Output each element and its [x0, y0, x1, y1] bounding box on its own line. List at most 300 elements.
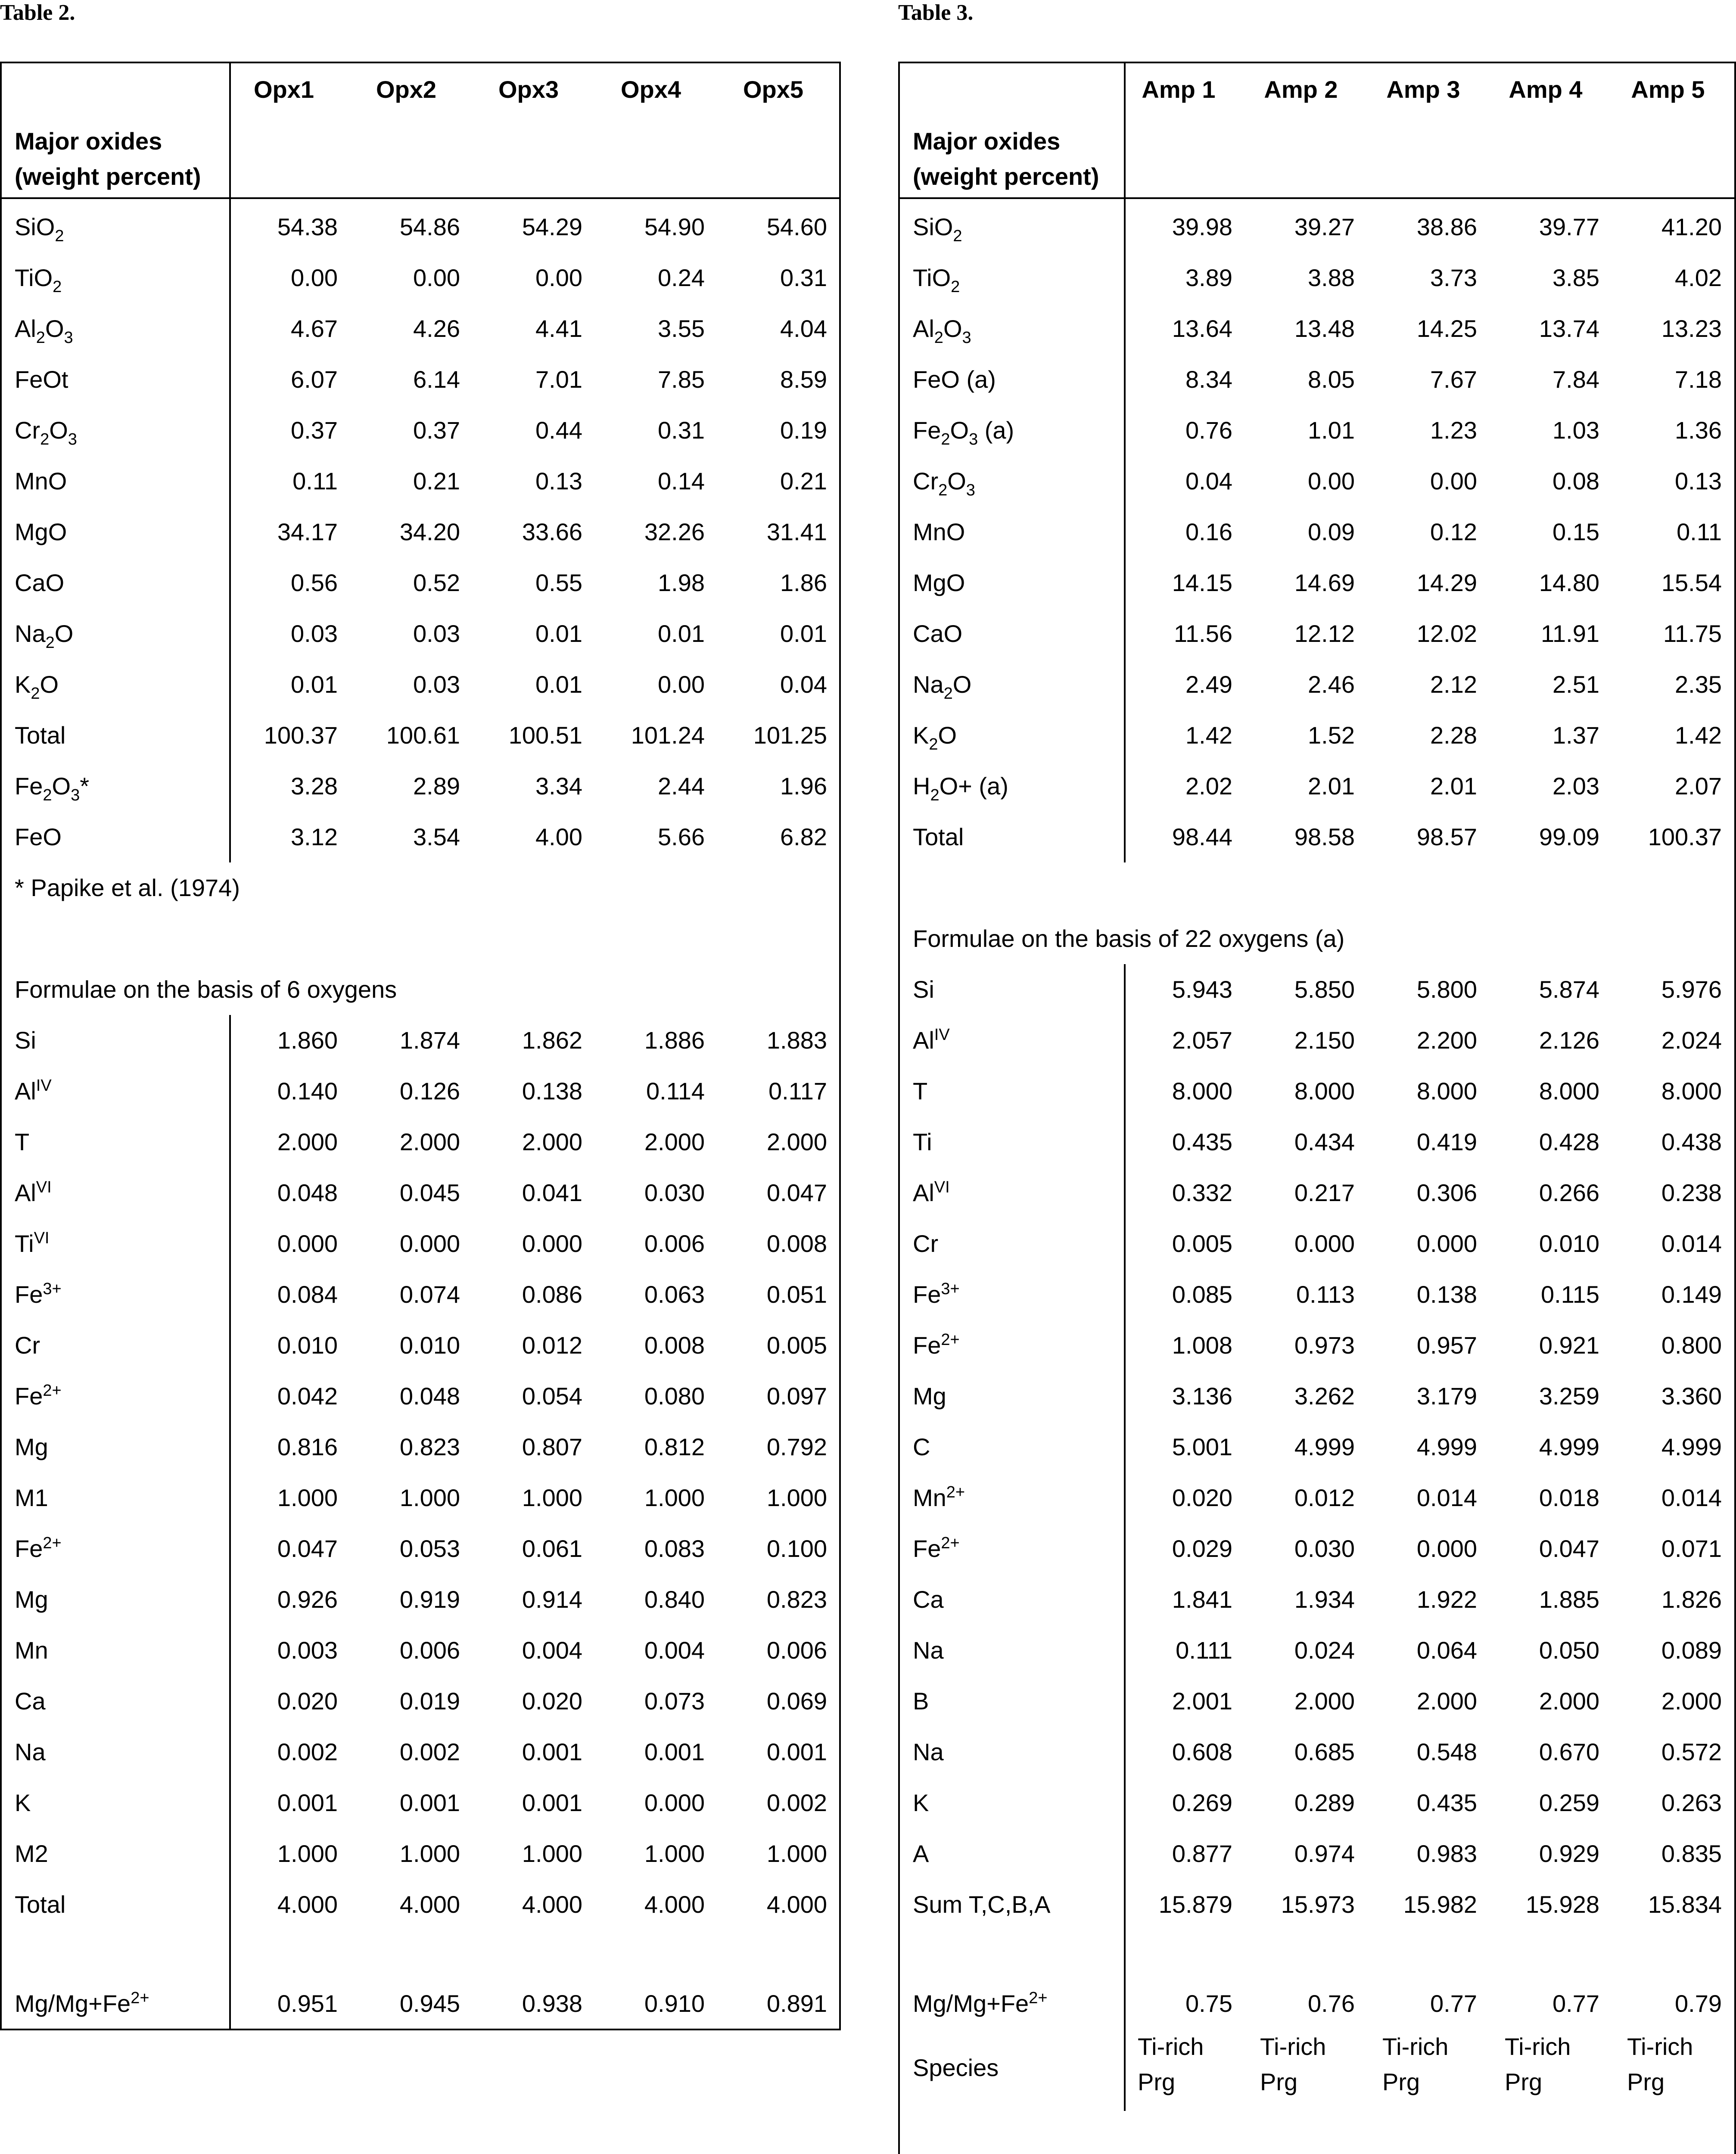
value-cell: 0.217 — [1294, 1179, 1355, 1206]
row-label — [15, 1523, 62, 1574]
value-cell: 0.238 — [1661, 1179, 1722, 1206]
label-superscript: 2+ — [43, 1382, 62, 1400]
value-cell: 13.64 — [1172, 315, 1232, 342]
column-header: Amp 5 — [1631, 76, 1705, 103]
value-cell: 0.812 — [644, 1433, 705, 1460]
value-cell: 2.89 — [413, 772, 460, 800]
formula-row — [900, 1117, 1734, 1167]
value-cell: 98.44 — [1172, 823, 1232, 850]
label-text: (a) — [978, 417, 1014, 444]
value-cell: 2.35 — [1675, 671, 1722, 698]
value-cell: 4.999 — [1539, 1433, 1599, 1460]
label-subscript: 2 — [929, 735, 938, 753]
value-cell: 34.17 — [277, 518, 338, 545]
row-label — [15, 202, 64, 252]
value-cell: 0.37 — [291, 417, 338, 444]
formula-row — [900, 964, 1734, 1015]
formula-row — [900, 1371, 1734, 1422]
label-text: Fe — [913, 1535, 941, 1562]
oxide-row — [2, 812, 839, 862]
value-cell: 0.018 — [1539, 1484, 1599, 1511]
value-cell: 0.048 — [399, 1382, 460, 1410]
header-label-line2: (weight percent) — [913, 163, 1099, 190]
value-cell: 0.006 — [644, 1230, 705, 1257]
label-text: Al — [15, 1077, 36, 1105]
value-cell: 4.41 — [535, 315, 582, 342]
oxide-row — [2, 252, 839, 303]
value-cell: 14.25 — [1416, 315, 1477, 342]
value-cell: 98.57 — [1416, 823, 1477, 850]
value-cell: 31.41 — [766, 518, 827, 545]
value-cell: 0.807 — [522, 1433, 582, 1460]
value-cell: 0.126 — [399, 1077, 460, 1105]
value-cell: 39.77 — [1539, 213, 1599, 240]
column-header: Amp 3 — [1386, 76, 1460, 103]
value-cell: 1.000 — [644, 1484, 705, 1511]
value-cell: 7.18 — [1675, 366, 1722, 393]
value-cell: 1.03 — [1552, 417, 1599, 444]
label-text: M1 — [15, 1484, 48, 1511]
value-cell: 0.001 — [277, 1789, 338, 1816]
value-cell: 8.000 — [1172, 1077, 1232, 1105]
value-cell: 2.12 — [1430, 671, 1477, 698]
row-label — [913, 1777, 929, 1828]
formula-row — [900, 1472, 1734, 1523]
value-cell: 3.89 — [1185, 264, 1232, 291]
value-cell: 0.608 — [1172, 1738, 1232, 1765]
row-label — [15, 1676, 46, 1727]
label-text: Fe — [913, 1332, 941, 1359]
value-cell: 2.150 — [1294, 1027, 1355, 1054]
value-cell: 32.26 — [644, 518, 705, 545]
value-cell: 0.002 — [277, 1738, 338, 1765]
value-cell: 0.670 — [1539, 1738, 1599, 1765]
label-text: MgO — [913, 569, 965, 596]
value-cell: 3.259 — [1539, 1382, 1599, 1410]
label-text: O — [54, 620, 74, 647]
label-text: Mg — [15, 1433, 48, 1460]
value-cell: 1.000 — [766, 1840, 827, 1867]
label-text: O — [52, 772, 71, 800]
value-cell: 2.001 — [1172, 1687, 1232, 1715]
row-label — [913, 405, 1014, 456]
row-label — [15, 1574, 48, 1625]
value-cell: 1.000 — [766, 1484, 827, 1511]
value-cell: 0.55 — [535, 569, 582, 596]
table2-divider-formula — [229, 1015, 231, 2029]
value-cell: 2.000 — [644, 1128, 705, 1155]
value-cell: 0.37 — [413, 417, 460, 444]
value-cell: 11.91 — [1541, 620, 1599, 647]
formula-row — [900, 1015, 1734, 1066]
value-cell: 0.974 — [1294, 1840, 1355, 1867]
table3 — [898, 62, 1736, 2154]
label-text: Al — [913, 1179, 934, 1206]
row-label — [15, 608, 73, 659]
value-cell: 0.004 — [522, 1637, 582, 1664]
species-abbrev: Prg — [1260, 2068, 1298, 2096]
value-cell: 0.008 — [644, 1332, 705, 1359]
value-cell: 0.010 — [399, 1332, 460, 1359]
value-cell: 8.05 — [1308, 366, 1355, 393]
value-cell: 100.37 — [1648, 823, 1722, 850]
value-cell: 5.943 — [1172, 976, 1232, 1003]
value-cell: 0.111 — [1176, 1637, 1232, 1664]
value-cell: 0.083 — [644, 1535, 705, 1562]
formula-row — [2, 1472, 839, 1523]
label-subscript: 2 — [55, 227, 64, 245]
oxide-row — [900, 202, 1734, 252]
value-cell: 0.21 — [413, 467, 460, 495]
value-cell: 0.983 — [1416, 1840, 1477, 1867]
formula-row — [900, 1320, 1734, 1371]
formula-row — [900, 1422, 1734, 1472]
value-cell: 0.019 — [399, 1687, 460, 1715]
value-cell: 4.67 — [291, 315, 338, 342]
value-cell: 0.100 — [766, 1535, 827, 1562]
row-label — [913, 354, 996, 405]
value-cell: 0.002 — [399, 1738, 460, 1765]
value-cell: 0.01 — [291, 671, 338, 698]
value-cell: 8.000 — [1416, 1077, 1477, 1105]
row-label — [913, 659, 971, 710]
value-cell: 0.428 — [1539, 1128, 1599, 1155]
label-subscript: 3 — [962, 329, 971, 347]
label-text: Ca — [913, 1586, 944, 1613]
value-cell: 11.75 — [1663, 620, 1722, 647]
value-cell: 13.74 — [1539, 315, 1599, 342]
value-cell: 15.54 — [1661, 569, 1722, 596]
value-cell: 0.00 — [658, 671, 705, 698]
value-cell: 0.001 — [522, 1789, 582, 1816]
column-header: Opx1 — [253, 76, 314, 103]
value-cell: 0.12 — [1430, 518, 1477, 545]
value-cell: 14.29 — [1416, 569, 1477, 596]
label-text: O — [49, 417, 68, 444]
label-subscript: 3 — [71, 786, 80, 804]
oxide-row — [2, 507, 839, 557]
value-cell: 1.000 — [399, 1840, 460, 1867]
label-text: Total — [15, 722, 66, 749]
value-cell: 3.34 — [535, 772, 582, 800]
species-row — [900, 2029, 1734, 2107]
value-cell: 0.13 — [1675, 467, 1722, 495]
value-cell: 0.03 — [413, 620, 460, 647]
value-cell: 3.262 — [1294, 1382, 1355, 1410]
formula-row — [900, 1625, 1734, 1676]
value-cell: 0.945 — [399, 1990, 460, 2017]
value-cell: 0.13 — [535, 467, 582, 495]
value-cell: 98.58 — [1294, 823, 1355, 850]
row-label — [15, 1777, 31, 1828]
footnote: * Papike et al. (1974) — [15, 874, 240, 901]
header-label-line1: Major oxides — [913, 128, 1061, 155]
value-cell: 0.76 — [1185, 417, 1232, 444]
label-text: Mn — [15, 1637, 48, 1664]
formula-row — [2, 1218, 839, 1269]
value-cell: 0.000 — [1416, 1535, 1477, 1562]
formula-row — [2, 1015, 839, 1066]
table2-caption: Table 2. — [0, 0, 75, 25]
value-cell: 2.01 — [1308, 772, 1355, 800]
label-superscript: 2+ — [43, 1534, 62, 1552]
value-cell: 1.934 — [1294, 1586, 1355, 1613]
row-label — [15, 1879, 65, 1930]
value-cell: 2.000 — [1416, 1687, 1477, 1715]
formula-row — [2, 1422, 839, 1472]
label-superscript: 3+ — [43, 1280, 62, 1298]
label-superscript: 2+ — [941, 1534, 960, 1552]
value-cell: 99.09 — [1539, 823, 1599, 850]
footnote — [913, 2148, 1488, 2154]
value-cell: 0.877 — [1172, 1840, 1232, 1867]
label-superscript: VI — [934, 1178, 950, 1196]
value-cell: 1.000 — [522, 1484, 582, 1511]
value-cell: 0.089 — [1661, 1637, 1722, 1664]
value-cell: 0.086 — [522, 1281, 582, 1308]
column-header: Amp 2 — [1264, 76, 1338, 103]
row-label — [913, 1015, 950, 1066]
label-text: MnO — [913, 518, 965, 545]
value-cell: 0.020 — [277, 1687, 338, 1715]
value-cell: 2.44 — [658, 772, 705, 800]
label-text: FeOt — [15, 366, 68, 393]
label-text: Total — [15, 1891, 66, 1918]
header-label-line1: Major oxides — [15, 128, 162, 155]
row-label — [913, 1269, 960, 1320]
label-text: MnO — [15, 467, 67, 495]
value-cell: 0.001 — [644, 1738, 705, 1765]
formula-row — [2, 1269, 839, 1320]
value-cell: 0.910 — [644, 1990, 705, 2017]
label-text: Na — [15, 1738, 46, 1765]
table3-divider-oxides — [1124, 197, 1126, 862]
value-cell: 41.20 — [1661, 213, 1722, 240]
label-text: Cr — [15, 417, 40, 444]
value-cell: 5.66 — [658, 823, 705, 850]
value-cell: 39.98 — [1172, 213, 1232, 240]
row-label — [15, 710, 65, 761]
formula-row — [900, 1269, 1734, 1320]
column-header: Amp 1 — [1142, 76, 1216, 103]
row-label — [15, 1828, 48, 1879]
value-cell: 0.15 — [1552, 518, 1599, 545]
label-text: Total — [913, 823, 964, 850]
label-text: Cr — [913, 1230, 939, 1257]
species-abbrev: Prg — [1627, 2068, 1665, 2096]
label-text: Fe — [913, 417, 941, 444]
label-superscript: IV — [934, 1026, 950, 1044]
value-cell: 3.85 — [1552, 264, 1599, 291]
label-text: Si — [15, 1027, 36, 1054]
value-cell: 0.097 — [766, 1382, 827, 1410]
value-cell: 2.03 — [1552, 772, 1599, 800]
value-cell: 14.15 — [1172, 569, 1232, 596]
value-cell: 7.85 — [658, 366, 705, 393]
value-cell: 3.73 — [1430, 264, 1477, 291]
value-cell: 0.047 — [766, 1179, 827, 1206]
value-cell: 4.999 — [1294, 1433, 1355, 1460]
row-label — [15, 1472, 48, 1523]
value-cell: 0.002 — [766, 1789, 827, 1816]
oxide-row — [2, 710, 839, 761]
value-cell: 2.000 — [1661, 1687, 1722, 1715]
value-cell: 0.01 — [780, 620, 827, 647]
value-cell: 0.56 — [291, 569, 338, 596]
value-cell: 1.96 — [780, 772, 827, 800]
value-cell: 0.31 — [658, 417, 705, 444]
value-cell: 0.914 — [522, 1586, 582, 1613]
value-cell: 54.90 — [644, 213, 705, 240]
value-cell: 3.179 — [1416, 1382, 1477, 1410]
oxide-row — [900, 405, 1734, 456]
oxide-row — [900, 812, 1734, 862]
row-label — [913, 1978, 1048, 2029]
label-subscript: 2 — [934, 329, 943, 347]
row-label — [913, 507, 965, 557]
label-text: Mg — [15, 1586, 48, 1613]
label-subscript: 2 — [951, 278, 960, 296]
value-cell: 0.069 — [766, 1687, 827, 1715]
value-cell: 0.823 — [766, 1586, 827, 1613]
label-text: Cr — [15, 1332, 40, 1359]
value-cell: 0.792 — [766, 1433, 827, 1460]
value-cell: 0.419 — [1416, 1128, 1477, 1155]
value-cell: 15.973 — [1281, 1891, 1355, 1918]
row-label — [15, 252, 62, 303]
value-cell: 4.00 — [535, 823, 582, 850]
value-cell: 4.999 — [1416, 1433, 1477, 1460]
value-cell: 0.77 — [1430, 1990, 1477, 2017]
column-header: Amp 4 — [1509, 76, 1583, 103]
label-text: O — [40, 671, 59, 698]
oxide-row — [900, 252, 1734, 303]
value-cell: 0.080 — [644, 1382, 705, 1410]
label-text: Al — [15, 315, 36, 342]
label-text: Al — [913, 1027, 934, 1054]
value-cell: 0.000 — [644, 1789, 705, 1816]
row-label — [913, 1676, 929, 1727]
value-cell: 0.138 — [1416, 1281, 1477, 1308]
value-cell: 1.98 — [658, 569, 705, 596]
row-label — [913, 1574, 944, 1625]
label-text: FeO (a) — [913, 366, 996, 393]
label-superscript: VI — [36, 1178, 52, 1196]
value-cell: 2.46 — [1308, 671, 1355, 698]
oxide-row — [2, 456, 839, 507]
species-name: Ti-rich — [1138, 2033, 1204, 2061]
value-cell: 6.82 — [780, 823, 827, 850]
mg-ratio-row — [900, 1978, 1734, 2029]
value-cell: 1.23 — [1430, 417, 1477, 444]
oxide-row — [2, 608, 839, 659]
value-cell: 0.084 — [277, 1281, 338, 1308]
value-cell: 0.09 — [1308, 518, 1355, 545]
value-cell: 2.000 — [277, 1128, 338, 1155]
value-cell: 0.435 — [1416, 1789, 1477, 1816]
oxide-row — [900, 507, 1734, 557]
value-cell: 0.115 — [1541, 1281, 1599, 1308]
label-text: A — [913, 1840, 929, 1867]
value-cell: 33.66 — [522, 518, 582, 545]
value-cell: 8.000 — [1661, 1077, 1722, 1105]
value-cell: 2.000 — [1294, 1687, 1355, 1715]
value-cell: 0.000 — [522, 1230, 582, 1257]
row-label — [15, 1117, 29, 1167]
value-cell: 54.29 — [522, 213, 582, 240]
label-text: C — [913, 1433, 930, 1460]
row-label — [913, 1218, 938, 1269]
value-cell: 0.938 — [522, 1990, 582, 2017]
oxide-row — [900, 456, 1734, 507]
label-text: Fe — [15, 1535, 43, 1562]
value-cell: 0.79 — [1675, 1990, 1722, 2017]
value-cell: 1.922 — [1416, 1586, 1477, 1613]
value-cell: 54.86 — [399, 213, 460, 240]
value-cell: 0.000 — [1294, 1230, 1355, 1257]
value-cell: 1.860 — [277, 1027, 338, 1054]
row-label — [913, 964, 934, 1015]
mg-ratio-row — [2, 1978, 839, 2029]
value-cell: 0.21 — [780, 467, 827, 495]
label-text: O — [943, 315, 962, 342]
value-cell: 0.14 — [658, 467, 705, 495]
formula-row — [2, 1676, 839, 1727]
label-subscript: 2 — [40, 430, 50, 448]
value-cell: 0.030 — [644, 1179, 705, 1206]
value-cell: 0.029 — [1172, 1535, 1232, 1562]
label-text: FeO — [15, 823, 62, 850]
value-cell: 0.030 — [1294, 1535, 1355, 1562]
label-text: O — [947, 467, 966, 495]
value-cell: 0.00 — [291, 264, 338, 291]
label-text: O — [938, 722, 957, 749]
value-cell: 1.862 — [522, 1027, 582, 1054]
value-cell: 0.063 — [644, 1281, 705, 1308]
table2-header-rule — [2, 197, 839, 199]
formula-row — [900, 1727, 1734, 1777]
value-cell: 3.136 — [1172, 1382, 1232, 1410]
label-superscript: 2+ — [1029, 1989, 1048, 2008]
row-label — [913, 303, 971, 354]
row-label — [913, 1422, 930, 1472]
row-label — [15, 1218, 49, 1269]
value-cell: 3.88 — [1308, 264, 1355, 291]
label-subscript: 3 — [969, 430, 978, 448]
table2-divider-oxides — [229, 197, 231, 862]
value-cell: 1.52 — [1308, 722, 1355, 749]
value-cell: 0.19 — [780, 417, 827, 444]
value-cell: 5.976 — [1661, 976, 1722, 1003]
value-cell: 15.982 — [1403, 1891, 1477, 1918]
value-cell: 0.891 — [766, 1990, 827, 2017]
label-text: H — [913, 772, 930, 800]
oxide-row — [900, 608, 1734, 659]
value-cell: 0.77 — [1552, 1990, 1599, 2017]
value-cell: 14.80 — [1539, 569, 1599, 596]
value-cell: 0.000 — [277, 1230, 338, 1257]
value-cell: 3.54 — [413, 823, 460, 850]
label-text: Ti — [913, 1128, 932, 1155]
species-abbrev: Prg — [1138, 2068, 1176, 2096]
formula-row — [2, 1066, 839, 1117]
value-cell: 4.04 — [780, 315, 827, 342]
value-cell: 0.042 — [277, 1382, 338, 1410]
column-header: Opx3 — [498, 76, 559, 103]
value-cell: 2.126 — [1539, 1027, 1599, 1054]
label-superscript: 3+ — [941, 1280, 960, 1298]
value-cell: 4.02 — [1675, 264, 1722, 291]
